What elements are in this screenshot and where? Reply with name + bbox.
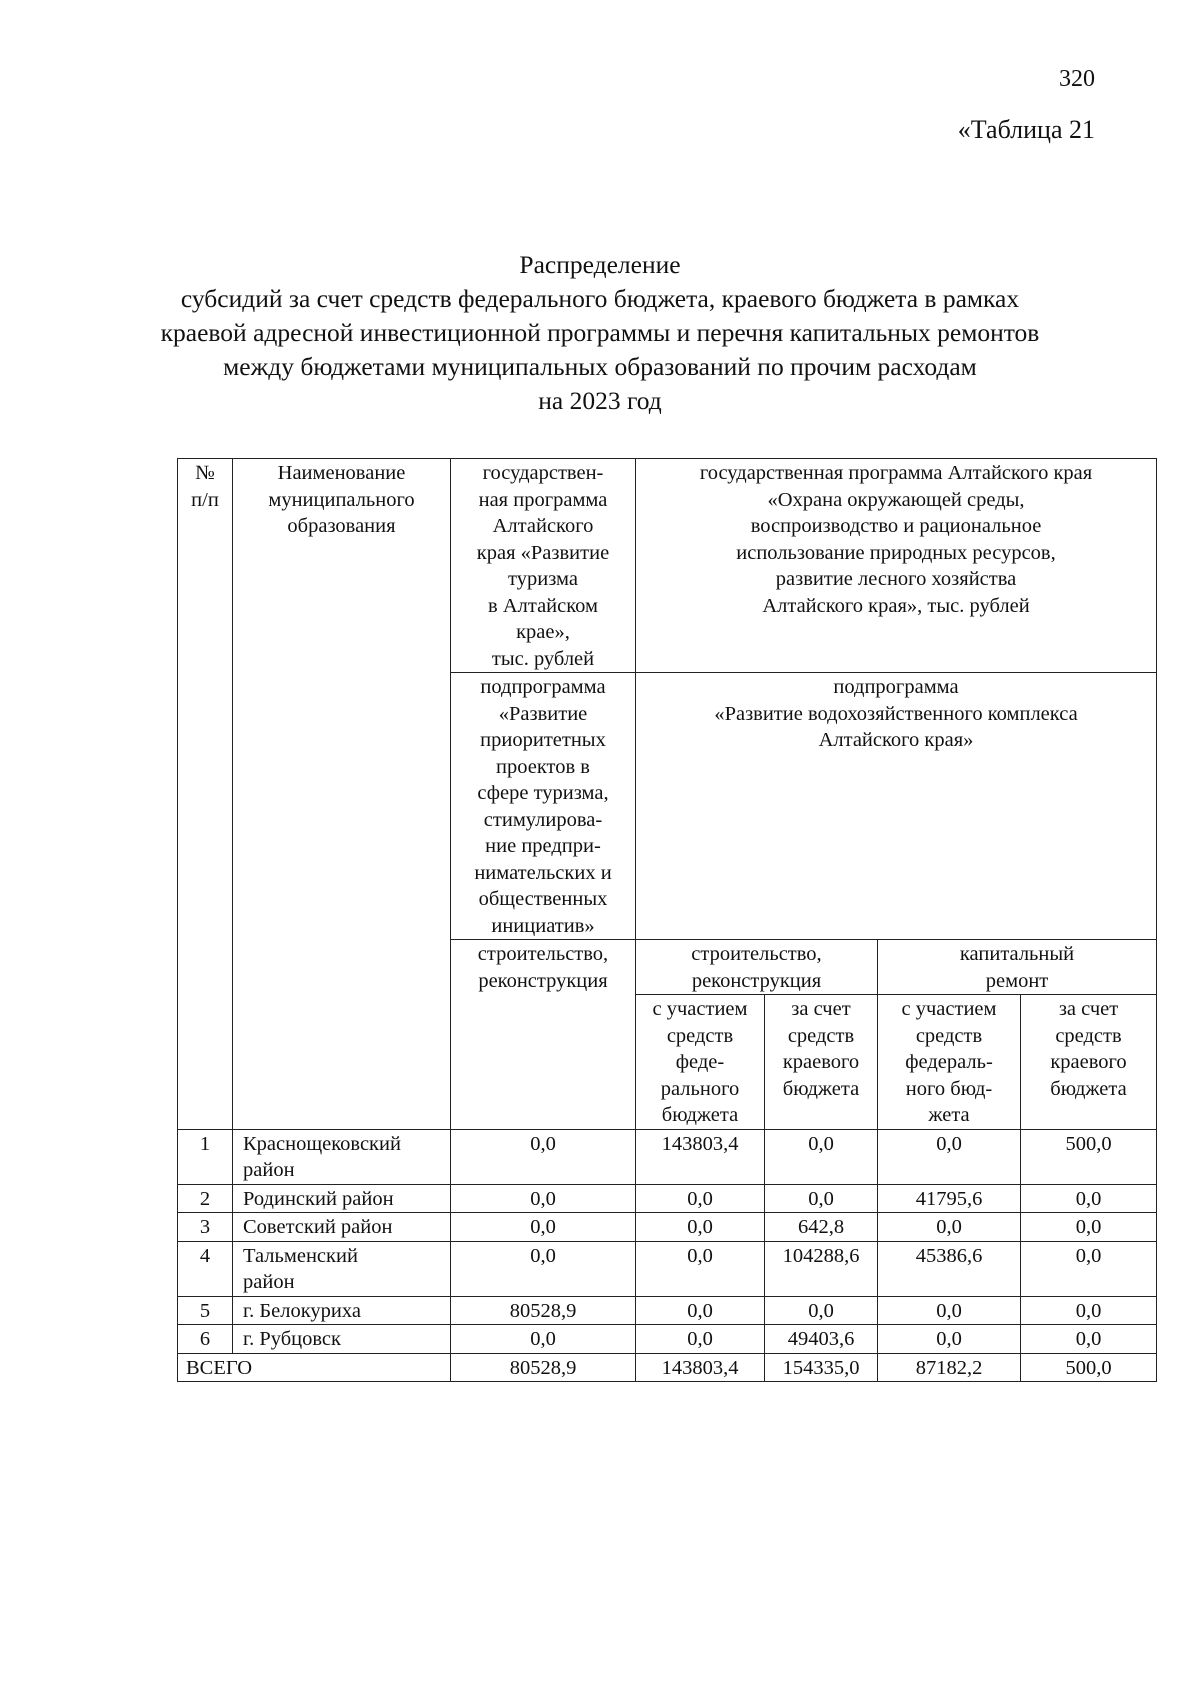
row-value: 0,0 (765, 1129, 878, 1184)
row-value: 0,0 (1021, 1296, 1157, 1325)
header-program-env (636, 459, 1157, 673)
row-value: 80528,9 (451, 1296, 636, 1325)
cell-line: Алтайского края», тыс. рублей (762, 594, 1030, 617)
row-value: 0,0 (878, 1213, 1021, 1242)
cell-line: «Развитие (498, 702, 588, 725)
row-value: 0,0 (1021, 1325, 1157, 1354)
total-value: 500,0 (1021, 1353, 1157, 1382)
row-value: 104288,6 (765, 1241, 878, 1296)
header-regional-construction (765, 995, 878, 1130)
row-value: 0,0 (636, 1296, 765, 1325)
cell-line: подпрограмма (480, 676, 606, 698)
total-label: ВСЕГО (178, 1353, 451, 1382)
cell-line: федераль- (905, 1051, 993, 1073)
table-row (178, 1213, 1157, 1242)
cell-line: Алтайского края» (818, 729, 974, 751)
cell-line: подпрограмма (833, 676, 959, 698)
row-value: 49403,6 (765, 1325, 878, 1354)
cell-line: средств (915, 1024, 983, 1047)
title-line: между бюджетами муниципальных образований по прочим расходам (223, 352, 977, 381)
cell-line: Наименование (277, 462, 406, 484)
cell-line: «Охрана окружающей среды, (767, 488, 1025, 511)
cell-line: образования (287, 515, 396, 537)
row-value: 143803,4 (636, 1129, 765, 1184)
row-value: 500,0 (1021, 1129, 1157, 1184)
cell-line: муниципального (268, 488, 415, 511)
page-number: 320 (1059, 66, 1095, 92)
cell-line: средств (1055, 1024, 1122, 1047)
cell-line: г. Белокуриха (243, 1299, 361, 1322)
row-number: 5 (178, 1296, 233, 1325)
cell-line: строительство, (691, 943, 822, 965)
cell-line: за счет (791, 998, 851, 1020)
cell-line: средств (666, 1024, 734, 1047)
cell-line: крае», (516, 621, 570, 643)
row-number: 2 (178, 1184, 233, 1213)
cell-line: № (195, 462, 215, 484)
cell-line: п/п (191, 488, 219, 511)
cell-line: с участием (901, 998, 997, 1020)
cell-line: строительство, (477, 943, 609, 965)
cell-line: тыс. рублей (491, 647, 595, 670)
row-value: 0,0 (1021, 1241, 1157, 1296)
row-value: 0,0 (636, 1213, 765, 1242)
row-number: 1 (178, 1129, 233, 1184)
cell-line: общественных (478, 888, 608, 910)
table-row (178, 1296, 1157, 1325)
table-body (178, 1129, 1157, 1353)
municipality-name (233, 1296, 451, 1325)
row-value: 0,0 (878, 1129, 1021, 1184)
header-program-tourism (451, 459, 636, 673)
row-value: 0,0 (451, 1129, 636, 1184)
row-value: 0,0 (451, 1241, 636, 1296)
total-value: 80528,9 (451, 1353, 636, 1382)
cell-line: г. Рубцовск (243, 1328, 341, 1350)
row-value: 0,0 (765, 1296, 878, 1325)
cell-line: ремонт (985, 969, 1049, 992)
title-line: субсидий за счет средств федерального бюджета, краевого бюджета в рамках (180, 284, 1020, 313)
cell-line: Тальменский (243, 1244, 358, 1267)
header-construction-water (636, 940, 878, 995)
municipality-name (233, 1325, 451, 1354)
row-value: 0,0 (1021, 1213, 1157, 1242)
row-value: 0,0 (451, 1325, 636, 1354)
municipality-name (233, 1184, 451, 1213)
cell-line: рального (660, 1077, 740, 1100)
cell-line: Алтайского (492, 515, 594, 537)
municipality-name (233, 1213, 451, 1242)
cell-line: ние предпри- (485, 835, 601, 857)
cell-line: Советский район (243, 1216, 393, 1238)
table-label: «Таблица 21 (957, 115, 1095, 144)
cell-line: Родинский район (243, 1187, 394, 1210)
cell-line: использование природных ресурсов, (736, 541, 1056, 564)
cell-line: бюджета (1050, 1077, 1127, 1100)
table-row (178, 1325, 1157, 1354)
row-number: 3 (178, 1213, 233, 1242)
cell-line: реконструкция (691, 969, 822, 992)
header-subprogram-tourism (451, 673, 636, 940)
municipality-name (233, 1241, 451, 1296)
row-value: 0,0 (451, 1184, 636, 1213)
row-number: 6 (178, 1325, 233, 1354)
header-capital-repair (878, 940, 1157, 995)
header-federal-repair (878, 995, 1021, 1130)
header-subprogram-water (636, 673, 1157, 940)
total-row (178, 1353, 1157, 1382)
cell-line: жета (928, 1104, 970, 1126)
cell-line: реконструкция (478, 969, 608, 992)
row-value: 41795,6 (878, 1184, 1021, 1213)
title-line: краевой адресной инвестиционной программы и перечня капитальных ремонтов (160, 318, 1040, 347)
cell-line: ного бюд- (905, 1077, 993, 1100)
cell-line: с участием (652, 998, 748, 1020)
cell-line: в Алтайском (488, 594, 598, 617)
cell-line: феде- (675, 1051, 725, 1073)
cell-line: ная программа (478, 488, 608, 511)
row-value: 0,0 (1021, 1184, 1157, 1213)
header-construction-tourism (451, 940, 636, 1130)
row-value: 0,0 (636, 1241, 765, 1296)
cell-line: бюджета (661, 1104, 739, 1126)
title-line: на 2023 год (538, 386, 662, 415)
row-value: 642,8 (765, 1213, 878, 1242)
title-line: Распределение (519, 250, 681, 279)
cell-line: развитие лесного хозяйства (775, 568, 1017, 590)
cell-line: Краснощековский (243, 1132, 401, 1155)
cell-line: инициатив» (491, 914, 595, 937)
cell-line: нимательских и (474, 861, 612, 884)
cell-line: бюджета (782, 1077, 860, 1100)
cell-line: туризма (508, 568, 578, 590)
header-federal-construction (636, 995, 765, 1130)
table-row (178, 1129, 1157, 1184)
row-value: 0,0 (636, 1325, 765, 1354)
cell-line: воспроизводство и рациональное (750, 515, 1042, 537)
cell-line: «Развитие водохозяйственного комплекса (714, 702, 1078, 725)
row-number: 4 (178, 1241, 233, 1296)
cell-line: район (243, 1271, 295, 1293)
cell-line: проектов в (496, 755, 590, 778)
cell-line: стимулирова- (483, 808, 603, 831)
cell-line: приоритетных (480, 729, 606, 751)
cell-line: краевого (1050, 1051, 1127, 1073)
cell-line: за счет (1058, 998, 1119, 1020)
cell-line: государствен- (482, 462, 604, 484)
cell-line: государственная программа Алтайского края (699, 462, 1093, 484)
row-value: 0,0 (451, 1213, 636, 1242)
row-value: 45386,6 (878, 1241, 1021, 1296)
document-title (150, 248, 1050, 418)
header-name (233, 459, 451, 1130)
cell-line: сфере туризма, (477, 782, 609, 804)
cell-line: средств (787, 1024, 855, 1047)
row-value: 0,0 (765, 1184, 878, 1213)
row-value: 0,0 (878, 1325, 1021, 1354)
total-value: 143803,4 (636, 1353, 765, 1382)
table-row (178, 1241, 1157, 1296)
header-num (178, 459, 233, 1130)
row-value: 0,0 (636, 1184, 765, 1213)
cell-line: края «Развитие (476, 541, 610, 564)
total-value: 154335,0 (765, 1353, 878, 1382)
subsidy-table (177, 458, 1157, 1382)
header-regional-repair (1021, 995, 1157, 1130)
cell-line: капитальный (959, 943, 1075, 965)
cell-line: краевого (782, 1051, 860, 1073)
total-value: 87182,2 (878, 1353, 1021, 1382)
row-value: 0,0 (878, 1296, 1021, 1325)
municipality-name (233, 1129, 451, 1184)
table-row (178, 1184, 1157, 1213)
cell-line: район (243, 1159, 295, 1181)
